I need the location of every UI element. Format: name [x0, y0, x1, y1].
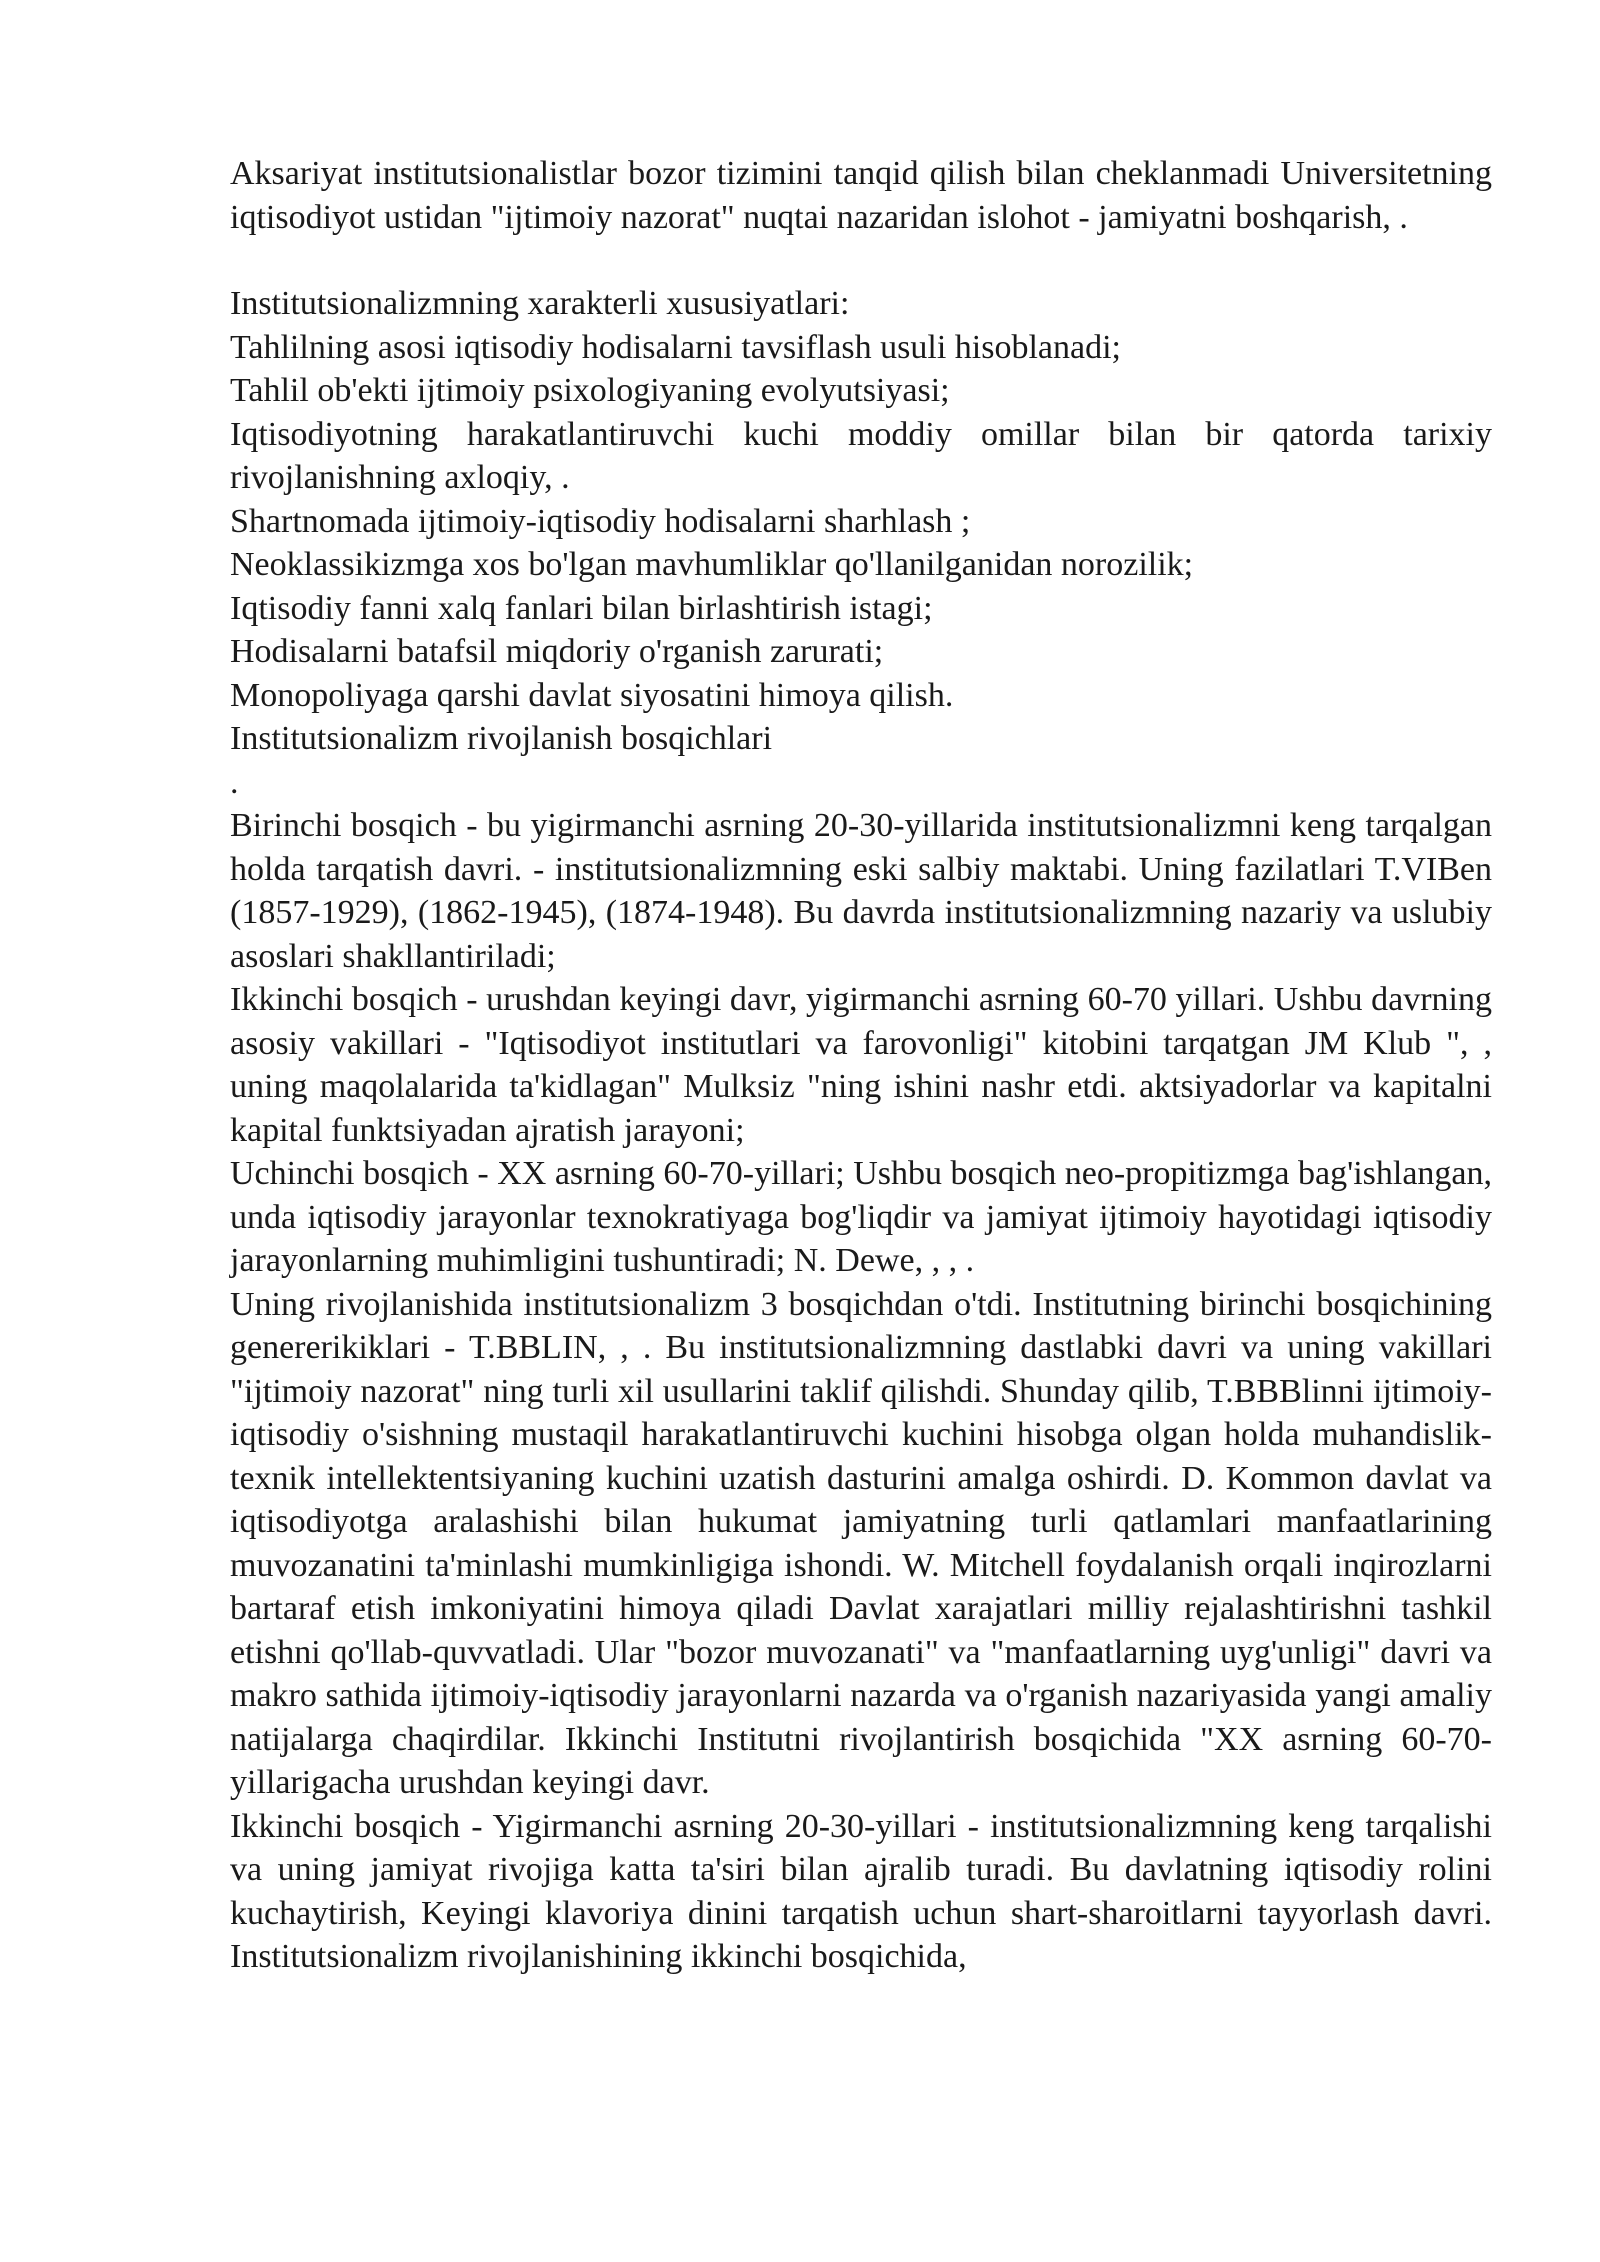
paragraph-stage-three: Uchinchi bosqich - XX asrning 60-70-yillari; Ushbu bosqich neo-propitizmga bag'ishlangan, unda iqtisodiy jarayonlar texnokratiyaga bog'liqdir va jamiyat ijtimoiy hayotidagi iqtisodiy jarayonlarning muhimligini tushuntiradi; N. Dewe, , , . — [230, 1155, 1492, 1279]
heading-characteristics: Institutsionalizmning xarakterli xususiyatlari: — [230, 285, 850, 322]
heading-stages: Institutsionalizm rivojlanish bosqichlari — [230, 720, 773, 757]
list-item: Hodisalarni batafsil miqdoriy o'rganish zarurati; — [230, 633, 884, 670]
paragraph-second-stage: Ikkinchi bosqich - Yigirmanchi asrning 20-30-yillari - institutsionalizmning keng tarqalishi va uning jamiyat rivojiga katta ta'siri bilan ajralib turadi. Bu davlatning iqtisodiy rolini kuchaytirish, Keyingi klavoriya dinini tarqatish uchun shart-sharoitlarni tayyorlash davri. Institutsionalizm rivojlanishining ikkinchi bosqichida, — [230, 1807, 1492, 1975]
paragraph-stage-two: Ikkinchi bosqich - urushdan keyingi davr, yigirmanchi asrning 60-70 yillari. Ushbu davrning asosiy vakillari - "Iqtisodiyot institutlari va farovonligi" kitobini tarqatgan JM Klub ", , uning maqolalarida ta'kidlagan" Mulksiz "ning ishini nashr etdi. aktsiyadorlar va kapitalni kapital funktsiyadan ajratish jarayoni; — [230, 981, 1492, 1149]
paragraph-stage-one: Birinchi bosqich - bu yigirmanchi asrning 20-30-yillarida institutsionalizmni keng tarqalgan holda tarqatish davri. - institutsionalizmning eski salbiy maktabi. Uning fazilatlari T.VIBen (1857-1929), (1862-1945), (1874-1948). Bu davrda institutsionalizmning nazariy va uslubiy asoslari shakllantiriladi; — [230, 807, 1492, 975]
list-item: Tahlil ob'ekti ijtimoiy psixologiyaning evolyutsiyasi; — [230, 372, 950, 409]
paragraph-development: Uning rivojlanishida institutsionalizm 3 bosqichdan o'tdi. Institutning birinchi bosqichining genererikiklari - T.BBLIN, , . Bu institutsionalizmning dastlabki davri va uning vakillari "ijtimoiy nazorat" ning turli xil usullarini taklif qilishdi. Shunday qilib, T.BBBlinni ijtimoiy-iqtisodiy o'sishning mustaqil harakatlantiruvchi kuchini hisobga olgan holda muhandislik-texnik intellektentsiyaning kuchini uzatish dasturini amalga oshirdi. D. Kommon davlat va iqtisodiyotga aralashishi bilan hukumat jamiyatning turli qatlamlari manfaatlarining muvozanatini ta'minlashi mumkinligiga ishondi. W. Mitchell foydalanish orqali inqirozlarni bartaraf etish imkoniyatini himoya qiladi Davlat xarajatlari milliy rejalashtirishni tashkil etishni qo'llab-quvvatladi. Ular "bozor muvozanati" va "manfaatlarning uyg'unligi" davri va makro sathida ijtimoiy-iqtisodiy jarayonlarni nazarda va o'rganish nazariyasida yangi amaliy natijalarga chaqirdilar. Ikkinchi Institutni rivojlantirish bosqichida "XX asrning 60-70-yillarigacha urushdan keyingi davr. — [230, 1285, 1492, 1801]
list-item: Neoklassikizmga xos bo'lgan mavhumliklar qo'llanilganidan norozilik; — [230, 546, 1194, 583]
list-item: Monopoliyaga qarshi davlat siyosatini himoya qilish. — [230, 676, 954, 714]
list-item: Tahlilning asosi iqtisodiy hodisalarni tavsiflash usuli hisoblanadi; — [230, 328, 1121, 366]
list-item: Shartnomada ijtimoiy-iqtisodiy hodisalarni sharhlash ; — [230, 502, 971, 540]
list-item: Iqtisodiy fanni xalq fanlari bilan birlashtirish istagi; — [230, 589, 933, 627]
separator-dot: . — [230, 763, 239, 801]
list-item: Iqtisodiyotning harakatlantiruvchi kuchi moddiy omillar bilan bir qatorda tarixiy rivojlanishning axloqiy, . — [230, 415, 1492, 496]
document-body — [230, 152, 1492, 1979]
paragraph-intro: Aksariyat institutsionalistlar bozor tizimini tanqid qilish bilan cheklanmadi Universitetning iqtisodiyot ustidan "ijtimoiy nazorat" nuqtai nazaridan islohot - jamiyatni boshqarish, . — [230, 155, 1492, 236]
